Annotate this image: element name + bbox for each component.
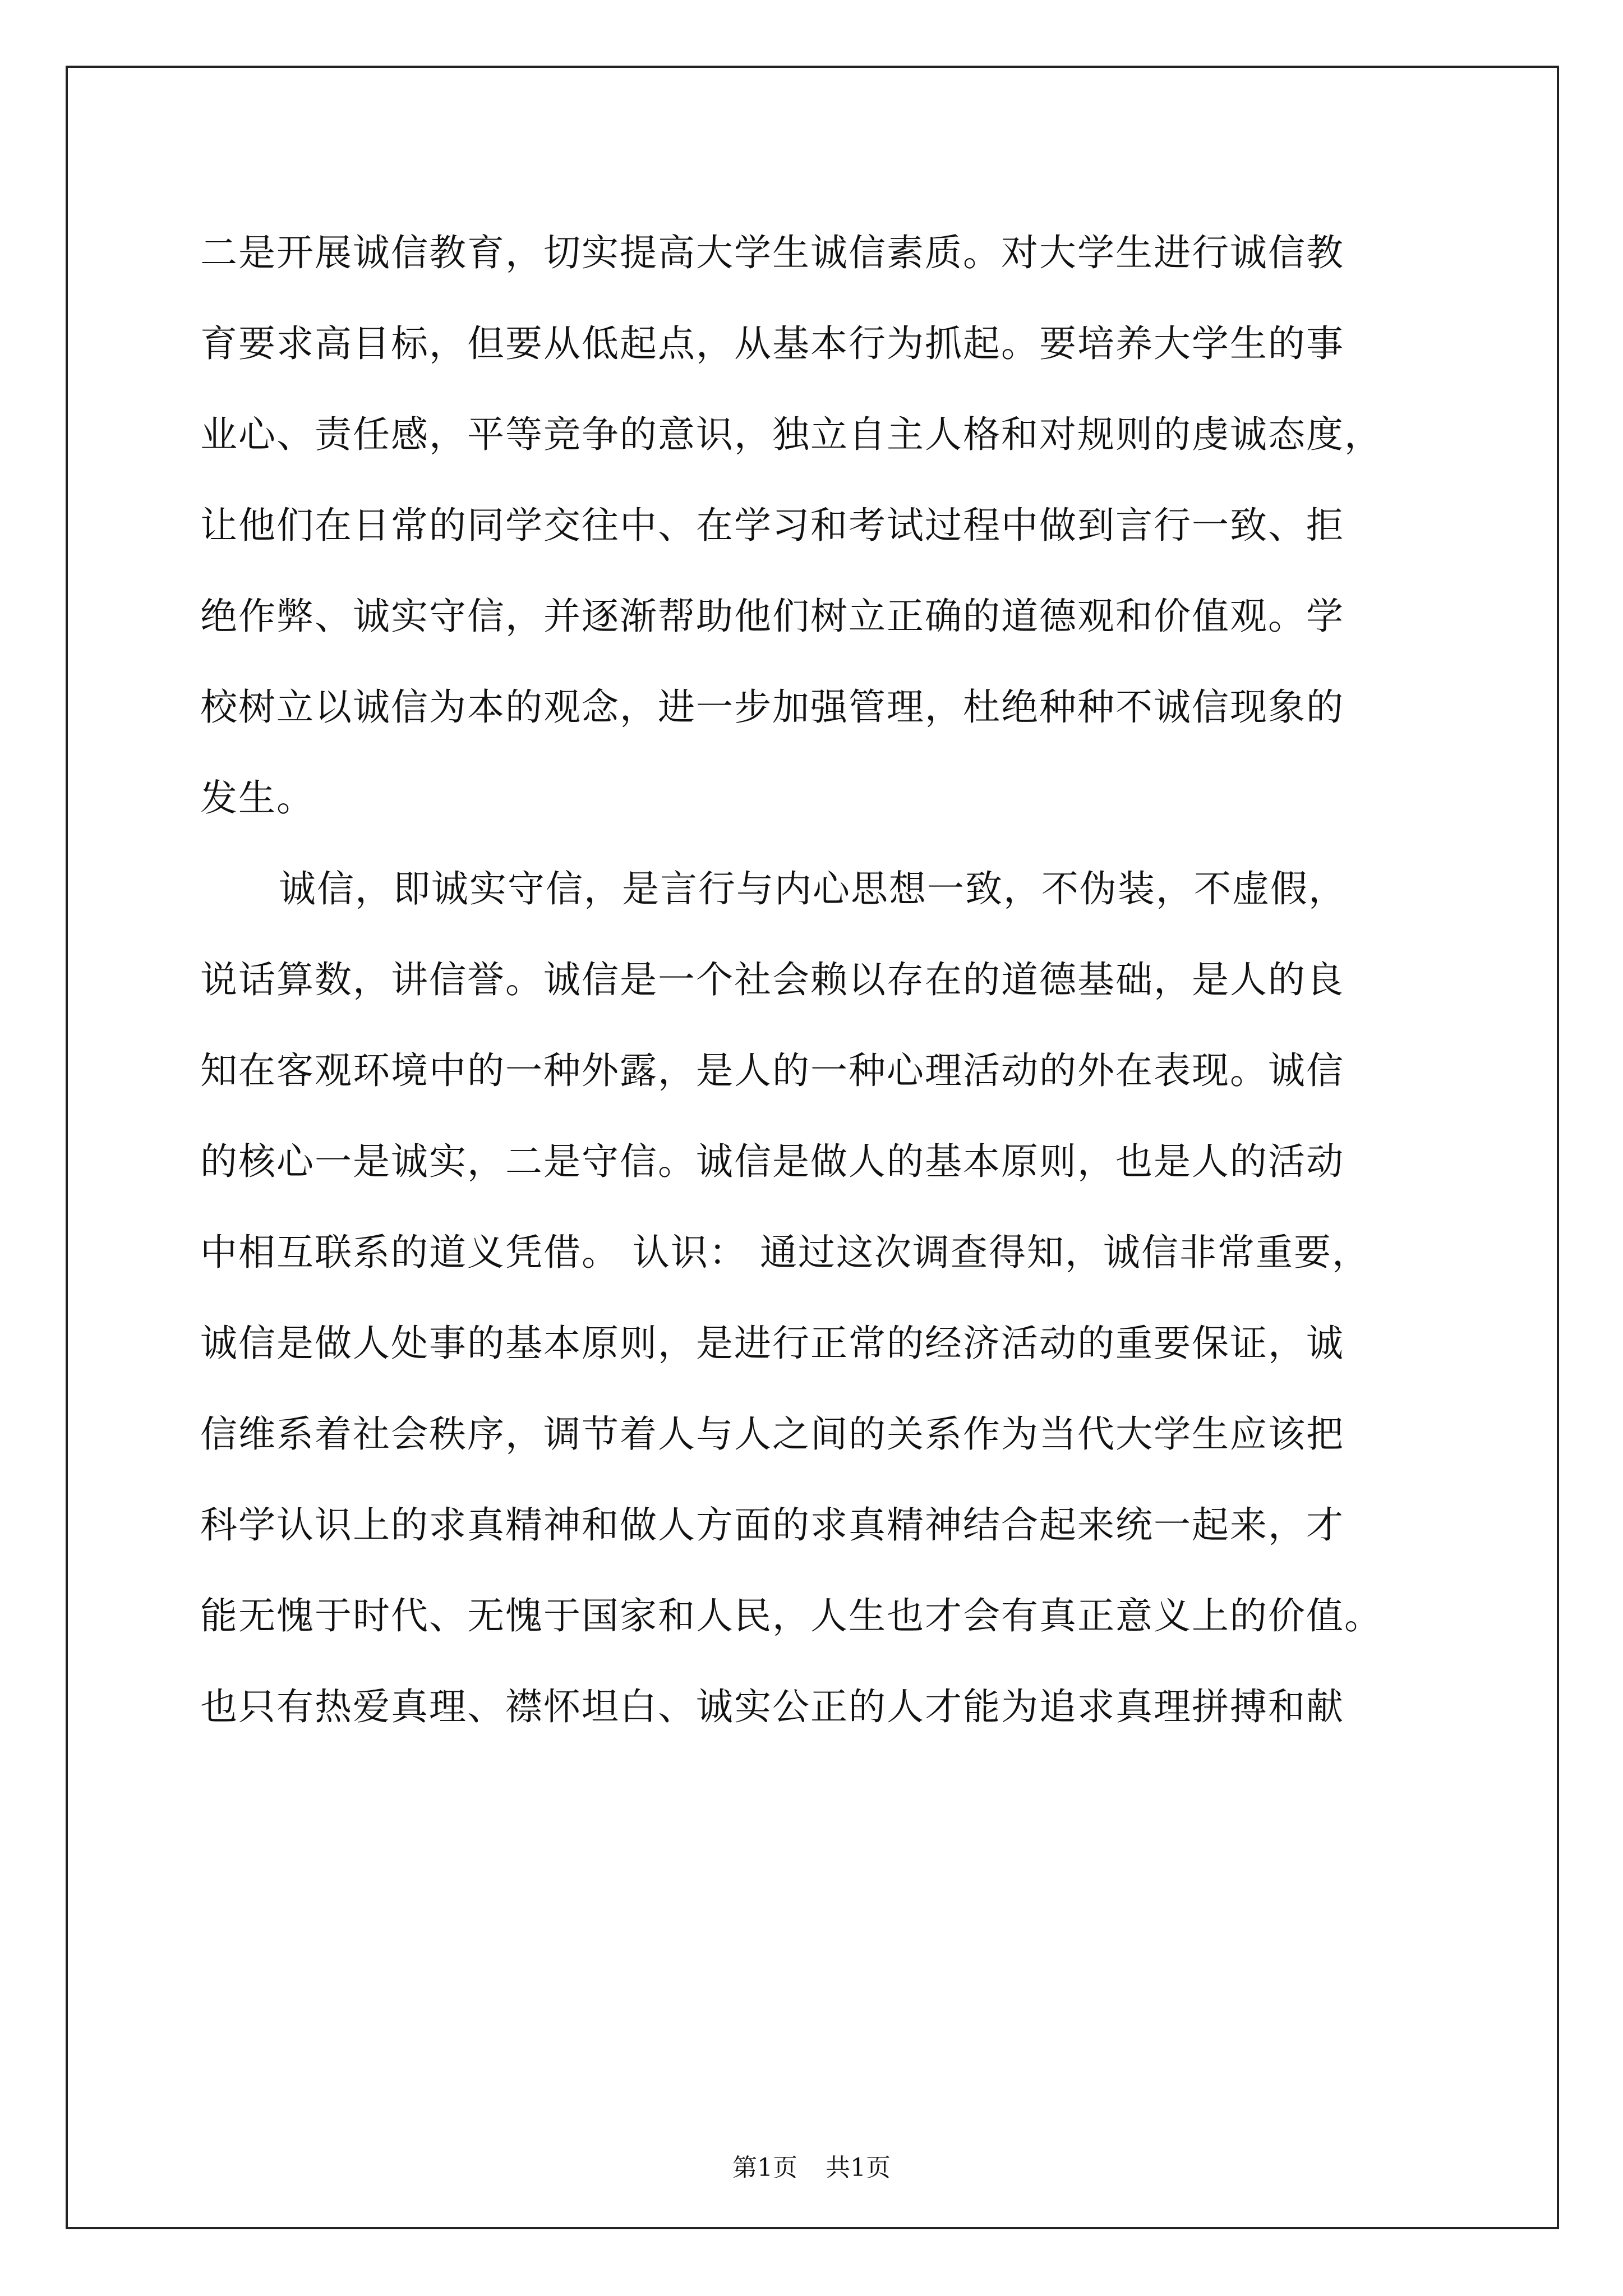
text-line: 诚信，即诚实守信，是言行与内心思想一致，不伪装，不虚假，: [279, 867, 1347, 910]
text-line: 中相互联系的道义凭借。 认识： 通过这次调查得知，诚信非常重要，: [200, 1231, 1370, 1274]
text-line: 科学认识上的求真精神和做人方面的求真精神结合起来统一起来，才: [200, 1503, 1344, 1547]
text-line: 育要求高目标，但要从低起点，从基本行为抓起。要培养大学生的事: [200, 322, 1344, 365]
text-line: 的核心一是诚实，二是守信。诚信是做人的基本原则，也是人的活动: [200, 1140, 1344, 1183]
text-line: 业心、责任感，平等竞争的意识，独立自主人格和对规则的虔诚态度，: [200, 413, 1382, 456]
text-line: 发生。: [200, 776, 315, 820]
text-line: 诚信是做人处事的基本原则，是进行正常的经济活动的重要保证，诚: [200, 1322, 1344, 1365]
text-line: 信维系着社会秩序，调节着人与人之间的关系作为当代大学生应该把: [200, 1412, 1344, 1456]
page-footer: [0, 2147, 1623, 2183]
page-number: 第1页: [732, 2154, 797, 2182]
text-line: 知在客观环境中的一种外露，是人的一种心理活动的外在表现。诚信: [200, 1049, 1344, 1092]
page-total: 共1页: [826, 2154, 891, 2182]
text-line: 绝作弊、诚实守信，并逐渐帮助他们树立正确的道德观和价值观。学: [200, 595, 1344, 638]
text-line: 二是开展诚信教育，切实提高大学生诚信素质。对大学生进行诚信教: [200, 231, 1344, 274]
text-line: 校树立以诚信为本的观念，进一步加强管理，杜绝种种不诚信现象的: [200, 685, 1344, 729]
text-line: 能无愧于时代、无愧于国家和人民，人生也才会有真正意义上的价值。: [200, 1594, 1382, 1637]
text-line: 让他们在日常的同学交往中、在学习和考试过程中做到言行一致、拒: [200, 504, 1344, 547]
text-line: 也只有热爱真理、襟怀坦白、诚实公正的人才能为追求真理拼搏和献: [200, 1685, 1344, 1728]
text-line: 说话算数，讲信誉。诚信是一个社会赖以存在的道德基础，是人的良: [200, 958, 1344, 1001]
document-body: [200, 208, 1456, 1752]
